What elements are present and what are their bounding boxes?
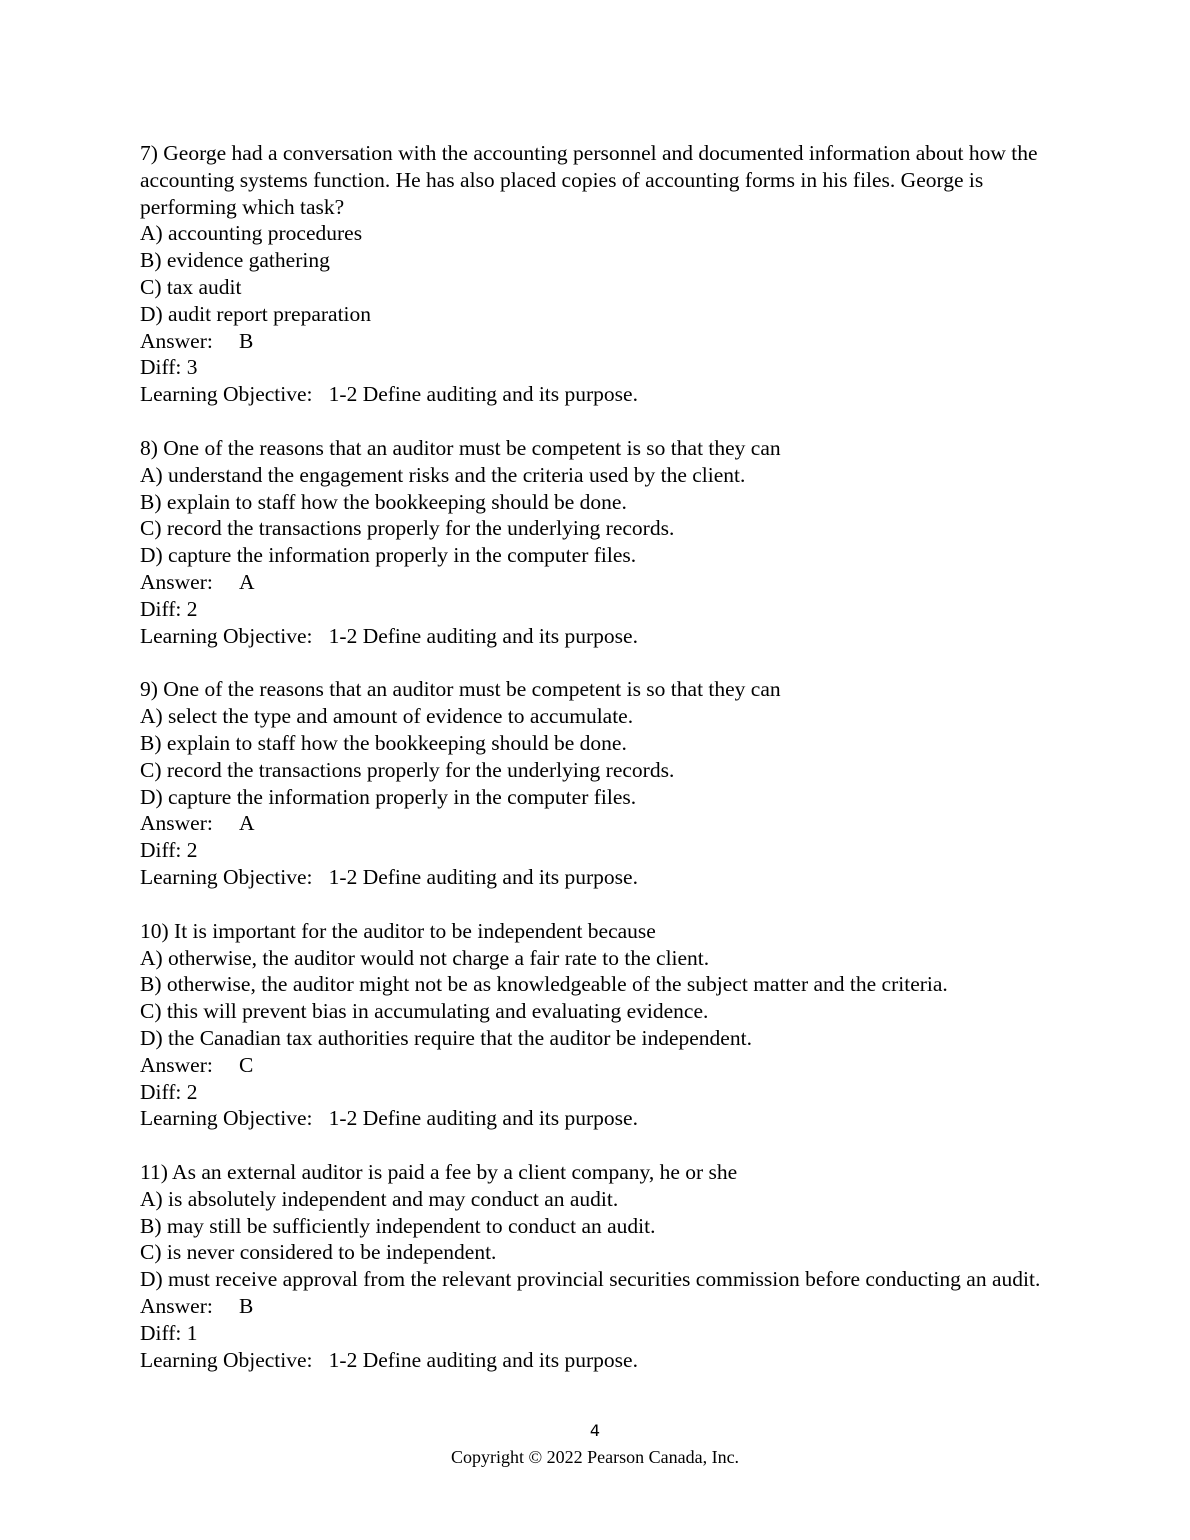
difficulty: Diff: 2	[140, 1079, 198, 1104]
option-b: B) explain to staff how the bookkeeping should be done.	[140, 730, 627, 755]
option-b: B) may still be sufficiently independent to conduct an audit.	[140, 1213, 656, 1238]
learning-objective-line	[140, 1105, 1060, 1132]
answer-label: Answer:	[140, 1052, 213, 1077]
option-b: B) evidence gathering	[140, 248, 330, 273]
copyright-notice: Copyright © 2022 Pearson Canada, Inc.	[450, 1447, 740, 1467]
answer-label: Answer:	[140, 569, 213, 594]
difficulty: Diff: 2	[140, 596, 198, 621]
learning-objective-line	[140, 623, 1060, 650]
learning-objective-value: 1-2 Define auditing and its purpose.	[328, 623, 638, 648]
answer-value: B	[239, 328, 254, 353]
option-d: D) capture the information properly in the computer files.	[140, 784, 637, 809]
answer-value: A	[239, 569, 255, 594]
learning-objective-label: Learning Objective:	[140, 1106, 313, 1131]
option-c: C) record the transactions properly for the underlying records.	[140, 757, 675, 782]
option-d: D) must receive approval from the relevant provincial securities commission before conducting an audit.	[140, 1267, 1041, 1292]
answer-value: A	[239, 811, 255, 836]
option-a: A) understand the engagement risks and the criteria used by the client.	[140, 462, 746, 487]
question-stem: 8) One of the reasons that an auditor must be competent is so that they can	[140, 435, 781, 460]
question-stem: 7) George had a conversation with the accounting personnel and documented information about how the accounting systems function. He has also placed copies of accounting forms in his files. George is performing which task?	[140, 141, 1038, 219]
question-block	[140, 140, 1060, 408]
option-c: C) tax audit	[140, 274, 242, 299]
option-c: C) is never considered to be independent.	[140, 1240, 497, 1265]
learning-objective-label: Learning Objective:	[140, 864, 313, 889]
question-block	[140, 918, 1060, 1132]
option-b: B) explain to staff how the bookkeeping should be done.	[140, 489, 627, 514]
option-a: A) is absolutely independent and may conduct an audit.	[140, 1186, 619, 1211]
answer-label: Answer:	[140, 1294, 213, 1319]
answer-label: Answer:	[140, 328, 213, 353]
answer-line	[140, 1293, 1060, 1320]
option-b: B) otherwise, the auditor might not be as knowledgeable of the subject matter and the criteria.	[140, 972, 948, 997]
answer-line	[140, 328, 1060, 355]
learning-objective-line	[140, 1347, 1060, 1374]
answer-line	[140, 569, 1060, 596]
answer-label: Answer:	[140, 811, 213, 836]
option-a: A) select the type and amount of evidence to accumulate.	[140, 704, 634, 729]
difficulty: Diff: 3	[140, 355, 198, 380]
learning-objective-value: 1-2 Define auditing and its purpose.	[328, 382, 638, 407]
option-c: C) this will prevent bias in accumulating and evaluating evidence.	[140, 999, 709, 1024]
answer-line	[140, 1052, 1060, 1079]
option-d: D) capture the information properly in the computer files.	[140, 543, 637, 568]
answer-value: C	[239, 1052, 254, 1077]
question-block	[140, 676, 1060, 890]
learning-objective-label: Learning Objective:	[140, 623, 313, 648]
learning-objective-value: 1-2 Define auditing and its purpose.	[328, 1106, 638, 1131]
question-list	[140, 140, 1060, 1400]
learning-objective-value: 1-2 Define auditing and its purpose.	[328, 864, 638, 889]
learning-objective-value: 1-2 Define auditing and its purpose.	[328, 1347, 638, 1372]
option-d: D) the Canadian tax authorities require that the auditor be independent.	[140, 1025, 752, 1050]
difficulty: Diff: 2	[140, 838, 198, 863]
difficulty: Diff: 1	[140, 1320, 198, 1345]
question-block	[140, 1159, 1060, 1373]
learning-objective-label: Learning Objective:	[140, 382, 313, 407]
learning-objective-line	[140, 864, 1060, 891]
answer-line	[140, 810, 1060, 837]
question-stem: 11) As an external auditor is paid a fee by a client company, he or she	[140, 1160, 738, 1185]
option-a: A) accounting procedures	[140, 221, 363, 246]
option-a: A) otherwise, the auditor would not charge a fair rate to the client.	[140, 945, 710, 970]
answer-value: B	[239, 1294, 254, 1319]
option-d: D) audit report preparation	[140, 301, 372, 326]
option-c: C) record the transactions properly for the underlying records.	[140, 516, 675, 541]
question-block	[140, 435, 1060, 649]
learning-objective-line	[140, 381, 1060, 408]
question-stem: 9) One of the reasons that an auditor must be competent is so that they can	[140, 677, 781, 702]
page-number: 4	[589, 1421, 601, 1440]
learning-objective-label: Learning Objective:	[140, 1347, 313, 1372]
question-stem: 10) It is important for the auditor to be independent because	[140, 918, 656, 943]
